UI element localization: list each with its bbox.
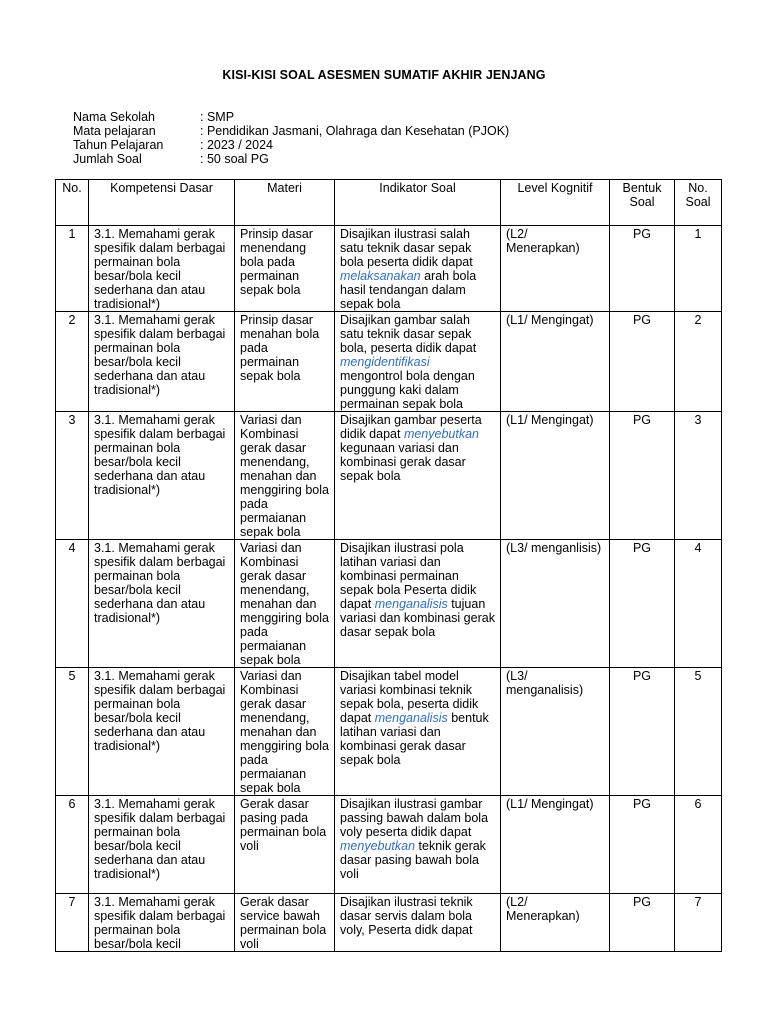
cell-level-kognitif: (L3/ menganlisis)	[501, 540, 610, 668]
header-no: No.	[56, 180, 89, 226]
header-no-soal: No. Soal	[675, 180, 722, 226]
info-row-subject	[73, 124, 509, 138]
info-row-school	[73, 110, 509, 124]
table-row	[56, 540, 722, 668]
cell-materi: Variasi dan Kombinasi gerak dasar menendang, menahan dan menggiring bola pada permaianan sepak bola	[235, 540, 335, 668]
indikator-text: tujuan variasi dan kombinasi gerak dasar sepak bola	[340, 597, 495, 639]
cell-bentuk-soal: PG	[610, 412, 675, 540]
cell-bentuk-soal: PG	[610, 796, 675, 894]
indikator-text: Disajikan tabel model variasi kombinasi teknik sepak bola, peserta didik dapat	[340, 669, 479, 725]
indikator-keyword: mengidentifikasi	[340, 355, 430, 369]
table-row	[56, 312, 722, 412]
cell-level-kognitif: (L1/ Mengingat)	[501, 412, 610, 540]
indikator-text: kegunaan variasi dan kombinasi gerak dasar sepak bola	[340, 441, 466, 483]
table-row	[56, 226, 722, 312]
cell-level-kognitif: (L2/ Menerapkan)	[501, 894, 610, 952]
info-label: Jumlah Soal	[73, 152, 142, 166]
indikator-text: bentuk latihan variasi dan kombinasi gerak dasar sepak bola	[340, 711, 489, 767]
info-row-year	[73, 138, 509, 152]
info-value: : SMP	[200, 110, 235, 124]
cell-kompetensi-dasar: 3.1. Memahami gerak spesifik dalam berbagai permainan bola besar/bola kecil	[89, 894, 235, 952]
cell-materi: Prinsip dasar menendang bola pada permainan sepak bola	[235, 226, 335, 312]
indikator-keyword: melaksanakan	[340, 269, 421, 283]
cell-no: 7	[56, 894, 89, 952]
cell-no: 3	[56, 412, 89, 540]
header-bentuk-soal: Bentuk Soal	[610, 180, 675, 226]
cell-indikator-soal	[335, 412, 501, 540]
cell-no-soal: 5	[675, 668, 722, 796]
indikator-text: Disajikan ilustrasi gambar passing bawah dalam bola voly peserta didik dapat	[340, 797, 489, 839]
indikator-keyword: menganalisis	[374, 711, 448, 725]
indikator-text: Disajikan ilustrasi teknik dasar servis dalam bola voly, Peserta didk dapat	[340, 895, 473, 937]
cell-materi: Gerak dasar service bawah permainan bola voli	[235, 894, 335, 952]
info-label: Mata pelajaran	[73, 124, 156, 138]
header-level-kognitif: Level Kognitif	[501, 180, 610, 226]
indikator-text: Disajikan gambar peserta didik dapat	[340, 413, 482, 441]
indikator-text: Disajikan ilustrasi salah satu teknik dasar sepak bola peserta didik dapat	[340, 227, 473, 269]
info-label: Tahun Pelajaran	[73, 138, 164, 152]
cell-no: 1	[56, 226, 89, 312]
indikator-text: Disajikan ilustrasi pola latihan variasi dan kombinasi permainan sepak bola Peserta didik dapat	[340, 541, 477, 611]
cell-no-soal: 7	[675, 894, 722, 952]
cell-bentuk-soal: PG	[610, 668, 675, 796]
cell-no: 5	[56, 668, 89, 796]
cell-kompetensi-dasar: 3.1. Memahami gerak spesifik dalam berbagai permainan bola besar/bola kecil sederhana dan atau tradisional*)	[89, 312, 235, 412]
cell-kompetensi-dasar: 3.1. Memahami gerak spesifik dalam berbagai permainan bola besar/bola kecil sederhana dan atau tradisional*)	[89, 540, 235, 668]
cell-bentuk-soal: PG	[610, 312, 675, 412]
indikator-text: arah bola hasil tendangan dalam sepak bola	[340, 269, 477, 311]
indikator-keyword: menyebutkan	[403, 427, 479, 441]
table-row	[56, 668, 722, 796]
page-title: KISI-KISI SOAL ASESMEN SUMATIF AKHIR JENJANG	[222, 68, 546, 82]
info-label: Nama Sekolah	[73, 110, 155, 124]
indikator-text: teknik gerak dasar pasing bawah bola voli	[340, 839, 486, 881]
cell-kompetensi-dasar: 3.1. Memahami gerak spesifik dalam berbagai permainan bola besar/bola kecil sederhana dan atau tradisional*)	[89, 226, 235, 312]
header-kompetensi-dasar: Kompetensi Dasar	[89, 180, 235, 226]
cell-no-soal: 4	[675, 540, 722, 668]
cell-no-soal: 6	[675, 796, 722, 894]
indikator-text: Disajikan gambar salah satu teknik dasar sepak bola, peserta didik dapat	[340, 313, 477, 355]
cell-indikator-soal	[335, 668, 501, 796]
cell-level-kognitif: (L3/ menganalisis)	[501, 668, 610, 796]
table-header-row	[56, 180, 722, 226]
info-value: : Pendidikan Jasmani, Olahraga dan Kesehatan (PJOK)	[200, 124, 510, 138]
cell-no: 4	[56, 540, 89, 668]
indikator-keyword: menganalisis	[374, 597, 448, 611]
indikator-keyword: menyebutkan	[340, 839, 416, 853]
cell-materi: Variasi dan Kombinasi gerak dasar menendang, menahan dan menggiring bola pada permaianan sepak bola	[235, 412, 335, 540]
cell-materi: Variasi dan Kombinasi gerak dasar menendang, menahan dan menggiring bola pada permaianan sepak bola	[235, 668, 335, 796]
cell-no: 2	[56, 312, 89, 412]
cell-kompetensi-dasar: 3.1. Memahami gerak spesifik dalam berbagai permainan bola besar/bola kecil sederhana dan atau tradisional*)	[89, 796, 235, 894]
cell-no-soal: 1	[675, 226, 722, 312]
table-row	[56, 894, 722, 952]
info-row-count	[73, 152, 509, 166]
cell-no: 6	[56, 796, 89, 894]
cell-indikator-soal	[335, 540, 501, 668]
cell-kompetensi-dasar: 3.1. Memahami gerak spesifik dalam berbagai permainan bola besar/bola kecil sederhana dan atau tradisional*)	[89, 668, 235, 796]
cell-level-kognitif: (L1/ Mengingat)	[501, 312, 610, 412]
info-value: : 50 soal PG	[200, 152, 269, 166]
header-indikator-soal: Indikator Soal	[335, 180, 501, 226]
cell-indikator-soal	[335, 226, 501, 312]
header-materi: Materi	[235, 180, 335, 226]
table-row	[56, 796, 722, 894]
cell-bentuk-soal: PG	[610, 226, 675, 312]
cell-indikator-soal	[335, 796, 501, 894]
cell-level-kognitif: (L2/ Menerapkan)	[501, 226, 610, 312]
document-info	[73, 110, 509, 166]
cell-bentuk-soal: PG	[610, 540, 675, 668]
cell-materi: Gerak dasar pasing pada permainan bola voli	[235, 796, 335, 894]
cell-level-kognitif: (L1/ Mengingat)	[501, 796, 610, 894]
kisi-kisi-table	[55, 179, 722, 952]
info-value: : 2023 / 2024	[200, 138, 273, 152]
cell-bentuk-soal: PG	[610, 894, 675, 952]
cell-materi: Prinsip dasar menahan bola pada permainan sepak bola	[235, 312, 335, 412]
cell-indikator-soal	[335, 894, 501, 952]
cell-kompetensi-dasar: 3.1. Memahami gerak spesifik dalam berbagai permainan bola besar/bola kecil sederhana dan atau tradisional*)	[89, 412, 235, 540]
cell-indikator-soal	[335, 312, 501, 412]
indikator-text: mengontrol bola dengan punggung kaki dalam permainan sepak bola	[340, 369, 475, 411]
cell-no-soal: 3	[675, 412, 722, 540]
cell-no-soal: 2	[675, 312, 722, 412]
table-row	[56, 412, 722, 540]
